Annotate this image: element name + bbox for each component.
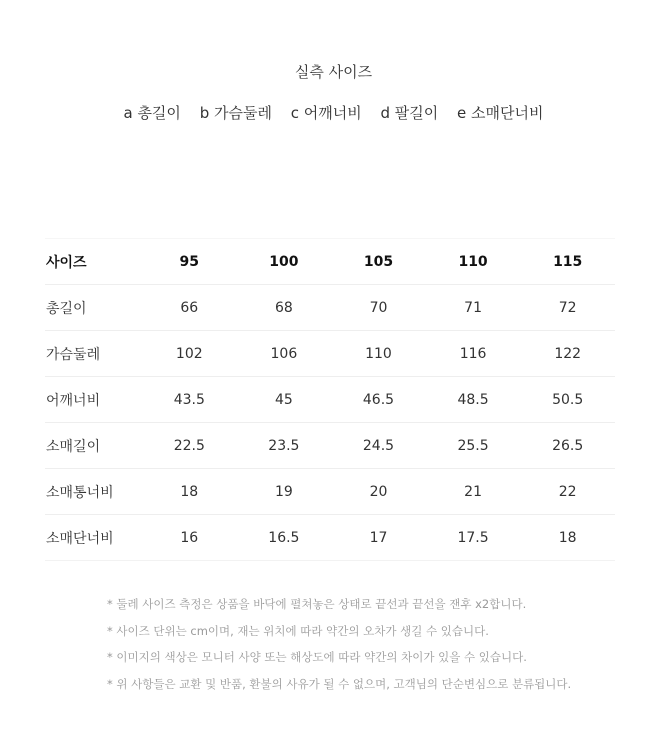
table-cell: 48.5 bbox=[426, 377, 521, 423]
table-header-row bbox=[45, 239, 615, 285]
table-cell: 50.5 bbox=[520, 377, 615, 423]
row-label: 어깨너비 bbox=[45, 377, 142, 423]
size-table bbox=[45, 238, 615, 561]
legend-item-c: c 어깨너비 bbox=[290, 104, 362, 122]
table-row bbox=[45, 331, 615, 377]
table-row bbox=[45, 515, 615, 561]
header-size-cell: 105 bbox=[331, 239, 426, 285]
table-cell: 21 bbox=[426, 469, 521, 515]
table-cell: 24.5 bbox=[331, 423, 426, 469]
note-line: * 이미지의 색상은 모니터 사양 또는 해상도에 따라 약간의 차이가 있을 수 있습니다. bbox=[107, 650, 527, 664]
table-row bbox=[45, 469, 615, 515]
table-cell: 22.5 bbox=[142, 423, 237, 469]
table-cell: 26.5 bbox=[520, 423, 615, 469]
legend-item-e: e 소매단너비 bbox=[457, 104, 544, 122]
header-size-cell: 95 bbox=[142, 239, 237, 285]
table-row bbox=[45, 423, 615, 469]
row-label: 소매단너비 bbox=[45, 515, 142, 561]
table-cell: 17.5 bbox=[426, 515, 521, 561]
table-row bbox=[45, 377, 615, 423]
table-cell: 18 bbox=[142, 469, 237, 515]
legend-item-d: d 팔길이 bbox=[380, 104, 439, 122]
table-cell: 72 bbox=[520, 285, 615, 331]
note-line: * 위 사항들은 교환 및 반품, 환불의 사유가 될 수 없으며, 고객님의 단순변심으로 분류됩니다. bbox=[107, 676, 572, 691]
header-size-cell: 115 bbox=[520, 239, 615, 285]
table-cell: 22 bbox=[520, 469, 615, 515]
table-cell: 71 bbox=[426, 285, 521, 331]
table-cell: 17 bbox=[331, 515, 426, 561]
table-cell: 70 bbox=[331, 285, 426, 331]
table-cell: 110 bbox=[331, 331, 426, 377]
table-cell: 23.5 bbox=[237, 423, 332, 469]
table-cell: 16 bbox=[142, 515, 237, 561]
row-label: 소매통너비 bbox=[45, 469, 142, 515]
table-cell: 122 bbox=[520, 331, 615, 377]
table-cell: 106 bbox=[237, 331, 332, 377]
table-cell: 46.5 bbox=[331, 377, 426, 423]
header-label: 사이즈 bbox=[45, 239, 142, 285]
legend-item-a: a 총길이 bbox=[123, 104, 181, 122]
table-cell: 16.5 bbox=[237, 515, 332, 561]
table-cell: 43.5 bbox=[142, 377, 237, 423]
note-line: * 둘레 사이즈 측정은 상품을 바닥에 펼쳐놓은 상태로 끝선과 끝선을 잰후 x2합니다. bbox=[107, 597, 527, 611]
table-cell: 19 bbox=[237, 469, 332, 515]
table-cell: 102 bbox=[142, 331, 237, 377]
table-cell: 66 bbox=[142, 285, 237, 331]
table-cell: 45 bbox=[237, 377, 332, 423]
page-title: 실측 사이즈 bbox=[294, 63, 373, 81]
table-row bbox=[45, 285, 615, 331]
measurement-legend bbox=[0, 103, 667, 123]
note-line: * 사이즈 단위는 cm이며, 재는 위치에 따라 약간의 오차가 생길 수 있습니다. bbox=[107, 623, 489, 638]
table-cell: 25.5 bbox=[426, 423, 521, 469]
legend-item-b: b 가슴둘레 bbox=[199, 104, 272, 122]
header-size-cell: 100 bbox=[237, 239, 332, 285]
table-cell: 68 bbox=[237, 285, 332, 331]
notes-section bbox=[107, 591, 571, 697]
row-label: 총길이 bbox=[45, 285, 142, 331]
table-cell: 20 bbox=[331, 469, 426, 515]
row-label: 소매길이 bbox=[45, 423, 142, 469]
header-size-cell: 110 bbox=[426, 239, 521, 285]
table-cell: 116 bbox=[426, 331, 521, 377]
table-cell: 18 bbox=[520, 515, 615, 561]
row-label: 가슴둘레 bbox=[45, 331, 142, 377]
